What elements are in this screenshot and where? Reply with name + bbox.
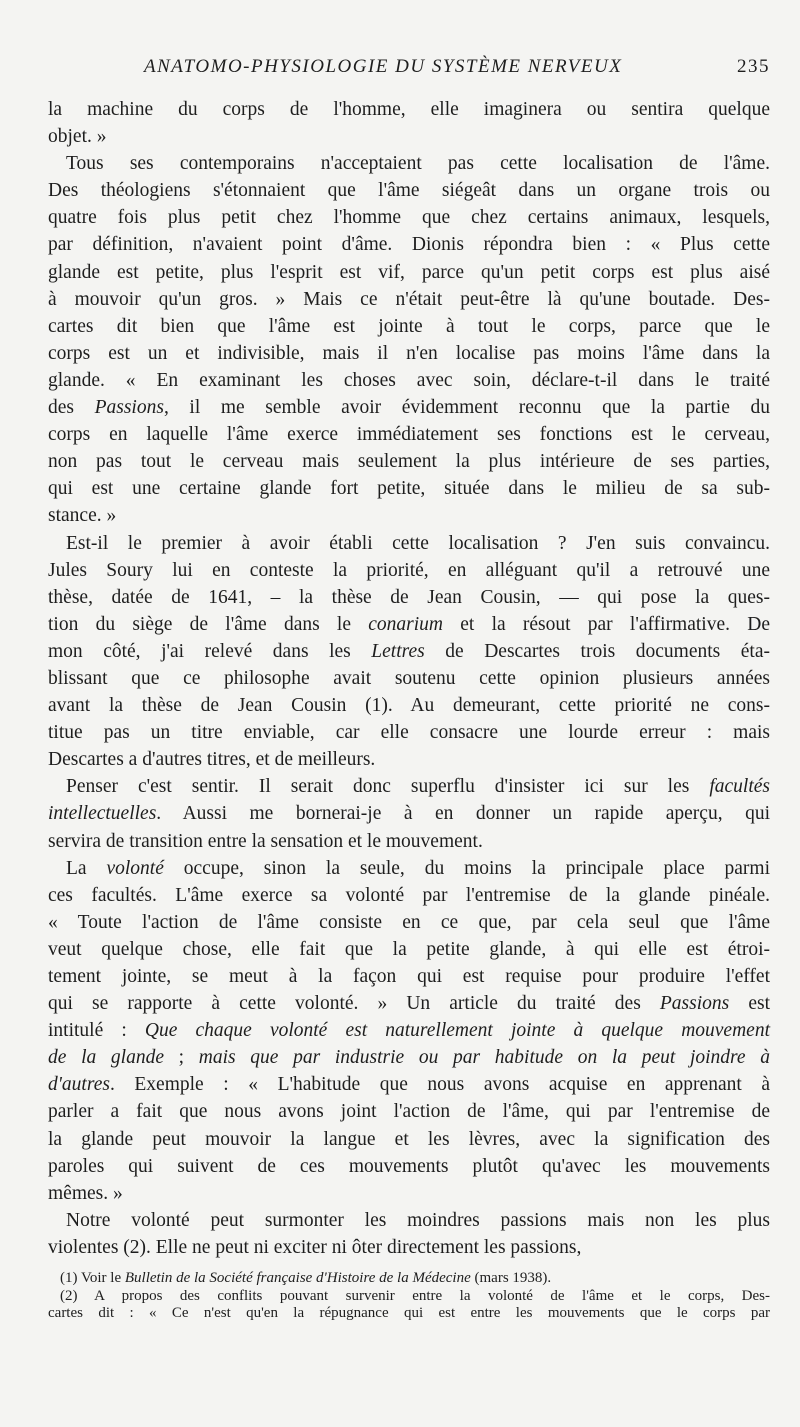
text-line: d'autres. Exemple : « L'habitude que nous avons acquise en apprenant à [48, 1074, 770, 1096]
text-line: cartes dit bien que l'âme est jointe à tout le corps, parce que le [48, 315, 770, 337]
text-line: violentes (2). Elle ne peut ni exciter ni ôter directement les passions, [48, 1236, 582, 1258]
text-line: de la glande ; mais que par industrie ou par habitude on la peut joindre à [48, 1047, 770, 1069]
text-line: intellectuelles. Aussi me bornerai-je à en donner un rapide aperçu, qui [48, 803, 770, 825]
text-line: intitulé : Que chaque volonté est naturellement jointe à quelque mouvement [48, 1020, 770, 1042]
text-line: tion du siège de l'âme dans le conarium et la résout par l'affirmative. De [48, 613, 770, 635]
text-line: objet. » [48, 126, 107, 148]
text-line: blissant que ce philosophe avait soutenu cette opinion plusieurs années [48, 667, 770, 689]
text-line: Notre volonté peut surmonter les moindres passions mais non les plus [66, 1209, 770, 1231]
text-line: mon côté, j'ai relevé dans les Lettres de Descartes trois documents éta- [48, 640, 770, 662]
text-line: glande est petite, plus l'esprit est vif, parce qu'un petit corps est plus aisé [48, 261, 770, 283]
text-line: non pas tout le cerveau mais seulement la plus intérieure de ses parties, [48, 451, 770, 473]
text-line: Penser c'est sentir. Il serait donc superflu d'insister ici sur les facultés [66, 776, 770, 798]
page-number: 235 [737, 56, 770, 77]
text-line: qui est une certaine glande fort petite, située dans le milieu de sa sub- [48, 478, 770, 500]
text-line: la machine du corps de l'homme, elle imaginera ou sentira quelque [48, 99, 770, 120]
text-line: Descartes a d'autres titres, et de meilleurs. [48, 749, 376, 771]
text-line: Est-il le premier à avoir établi cette localisation ? J'en suis convaincu. [66, 532, 770, 554]
text-line: par définition, n'avaient point d'âme. Dionis répondra bien : « Plus cette [48, 234, 770, 256]
text-line: « Toute l'action de l'âme consiste en ce que, par cela seul que l'âme [48, 911, 770, 933]
footnote-line: cartes dit : « Ce n'est qu'en la répugnance qui est entre les mouvements que le corps par [48, 1305, 770, 1321]
text-line: mêmes. » [48, 1182, 123, 1204]
footnote-line: (1) Voir le Bulletin de la Société française d'Histoire de la Médecine (mars 1938). [60, 1270, 552, 1286]
text-line: Tous ses contemporains n'acceptaient pas cette localisation de l'âme. [66, 153, 770, 175]
text-line: La volonté occupe, sinon la seule, du moins la principale place parmi [66, 857, 770, 879]
text-line: corps est un et indivisible, mais il n'en localise pas moins l'âme dans la [48, 342, 770, 364]
text-line: Jules Soury lui en conteste la priorité, en alléguant qu'il a retrouvé une [48, 559, 770, 581]
text-line: corps en laquelle l'âme exerce immédiatement ses fonctions est le cerveau, [48, 424, 770, 446]
text-line: servira de transition entre la sensation et le mouvement. [48, 830, 483, 852]
text-line: quatre fois plus petit chez l'homme que chez certains animaux, lesquels, [48, 207, 770, 229]
body-text [48, 96, 770, 1261]
text-line: glande. « En examinant les choses avec soin, déclare-t-il dans le traité [48, 369, 770, 391]
text-line: Des théologiens s'étonnaient que l'âme siégeât dans un organe trois ou [48, 180, 770, 202]
page-header [48, 56, 770, 82]
text-line: des Passions, il me semble avoir évidemment reconnu que la partie du [48, 397, 771, 419]
text-line: thèse, datée de 1641, – la thèse de Jean Cousin, — qui pose la ques- [48, 586, 770, 608]
text-line: ces facultés. L'âme exerce sa volonté par l'entremise de la glande pinéale. [48, 884, 770, 906]
text-line: parler a fait que nous avons joint l'action de l'âme, qui par l'entremise de [48, 1101, 770, 1123]
text-line: à mouvoir qu'un gros. » Mais ce n'était peut-être là qu'une boutade. Des- [48, 288, 770, 310]
footnote-line: (2) A propos des conflits pouvant survenir entre la volonté de l'âme et le corps, Des- [60, 1287, 770, 1304]
text-line: paroles qui suivent de ces mouvements plutôt qu'avec les mouvements [48, 1155, 770, 1177]
text-line: avant la thèse de Jean Cousin (1). Au demeurant, cette priorité ne cons- [48, 695, 770, 717]
text-line: veut quelque chose, elle fait que la petite glande, à qui elle est étroi- [48, 938, 770, 960]
text-line: tement jointe, se meut à la façon qui est requise pour produire l'effet [48, 966, 770, 987]
text-line: la glande peut mouvoir la langue et les lèvres, avec la signification des [48, 1128, 770, 1150]
text-line: qui se rapporte à cette volonté. » Un article du traité des Passions est [48, 993, 770, 1015]
text-line: titue pas un titre enviable, car elle consacre une lourde erreur : mais [48, 722, 770, 744]
running-title: ANATOMO-PHYSIOLOGIE DU SYSTÈME NERVEUX [144, 56, 623, 77]
text-line: stance. » [48, 505, 117, 527]
footnotes [48, 1270, 770, 1323]
